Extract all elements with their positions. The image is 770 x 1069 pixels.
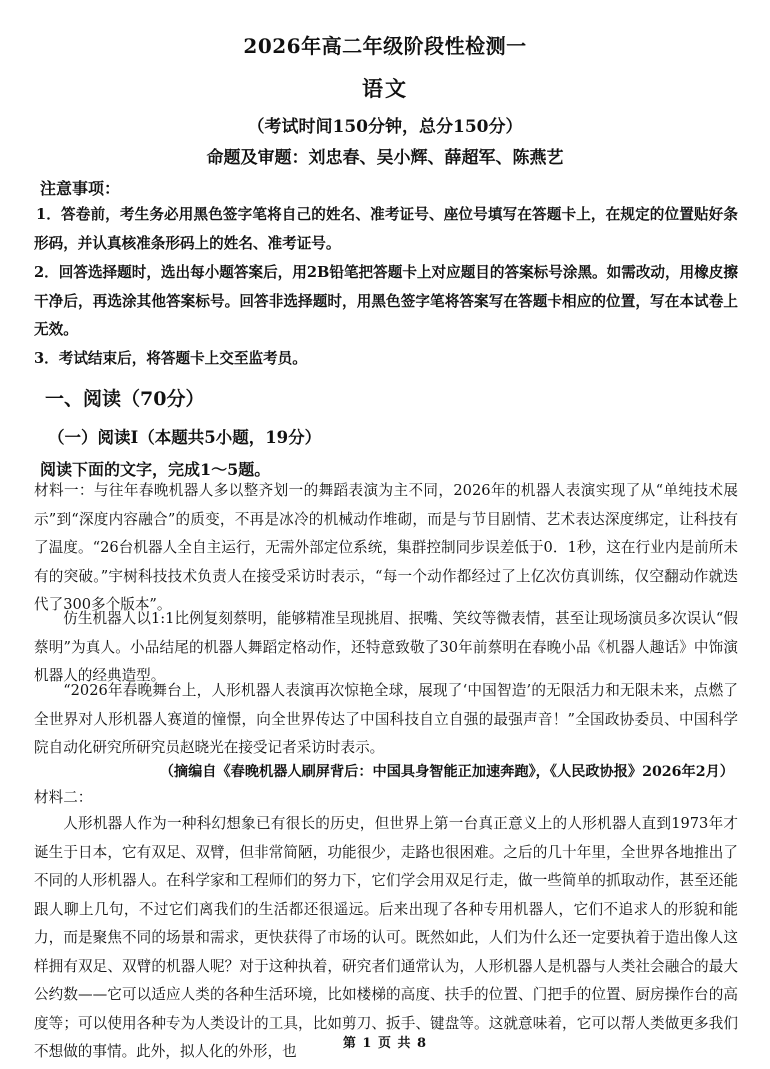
section-title: 一、阅读（70分）: [45, 388, 205, 410]
notice-item-3: 3．考试结束后，将答题卡上交至监考员。: [34, 350, 307, 367]
authors-line: 命题及审题：刘忠春、吴小辉、薛超军、陈燕艺: [206, 148, 564, 168]
exam-title: 2026年高二年级阶段性检测一: [243, 34, 527, 58]
material2-paragraph-1: 人形机器人作为一种科幻想象已有很长的历史，但世界上第一台真正意义上的人形机器人直到1973年才诞生于日本，它有双足、双臂，但非常简陋，功能很少，走路也很困难。之后的几十年里，全世界各地推出了不同的人形机器人。在科学家和工程师们的努力下，它们学会用双足行走，做一些简单的抓取动作，甚至还能跟人聊上几句，不过它们离我们的生活都还很遥远。后来出现了各种专用机器人，它们不追求人的形貌和能力，而是聚焦不同的场景和需求，更快获得了市场的认可。既然如此，人们为什么还一定要执着于造出像人这样拥有双足、双臂的机器人呢？对于这种执着，研究者们通常认为，人形机器人是机器与人类社会融合的最大公约数——它可以适应人类的各种生活环境，比如楼梯的高度、扶手的位置、门把手的位置、厨房操作台的高度等；可以使用各种专为人类设计的工具，比如剪刀、扳手、键盘等。这就意味着，它可以帮人类做更多我们不想做的事情。此外，拟人化的外形，也: [34, 815, 738, 1060]
page-footer: [0, 1032, 770, 1051]
reading-instruction: 阅读下面的文字，完成1～5题。: [40, 460, 271, 479]
material2-label: 材料二：: [34, 789, 93, 806]
material1-paragraph-3: “2026年春晚舞台上，人形机器人表演再次惊艳全球，展现了‘中国智造’的无限活力和无限未来，点燃了全世界对人形机器人赛道的憧憬，向全世界传达了中国科技自立自强的最强声音！”全国政协委员、中国科学院自动化研究所研究员赵晓光在接受记者采访时表示。: [34, 682, 738, 756]
exam-info: （考试时间150分钟，总分150分）: [247, 117, 523, 137]
notice-heading: 注意事项：: [40, 179, 121, 198]
notice-item-1: 1．答卷前，考生务必用黑色签字笔将自己的姓名、准考证号、座位号填写在答题卡上，在规定的位置贴好条形码，并认真核准条形码上的姓名、准考证号。: [34, 206, 738, 252]
section-subtitle: （一）阅读Ⅰ（本题共5小题，19分）: [48, 428, 322, 447]
page-number-label: 第 1 页 共 8: [342, 1036, 428, 1051]
material1-paragraph-2: 仿生机器人以1:1比例复刻蔡明，能够精准呈现挑眉、抿嘴、笑纹等微表情，甚至让现场演员多次误认“假蔡明”为真人。小品结尾的机器人舞蹈定格动作，还特意致敬了30年前蔡明在春晚小品《机器人趣话》中饰演机器人的经典造型。: [34, 610, 738, 684]
material1-paragraph-1: 材料一：与往年春晚机器人多以整齐划一的舞蹈表演为主不同，2026年的机器人表演实现了从“单纯技术展示”到“深度内容融合”的质变，不再是冰冷的机械动作堆砌，而是与节目剧情、艺术表达深度绑定，让科技有了温度。“26台机器人全自主运行，无需外部定位系统，集群控制同步误差低于0．1秒，这在行业内是前所未有的突破。”宇树科技技术负责人在接受采访时表示，“每一个动作都经过了上亿次仿真训练，仅空翻动作就迭代了300多个版本”。: [34, 482, 738, 613]
subject-title: 语文: [362, 76, 408, 101]
material1-source: （摘编自《春晚机器人刷屏背后：中国具身智能正加速奔跑》，《人民政协报》2026年2月）: [159, 764, 734, 780]
notice-item-2: 2．回答选择题时，选出每小题答案后，用2B铅笔把答题卡上对应题目的答案标号涂黑。如需改动，用橡皮擦干净后，再选涂其他答案标号。回答非选择题时，用黑色签字笔将答案写在答题卡相应的位置，写在本试卷上无效。: [34, 264, 738, 338]
